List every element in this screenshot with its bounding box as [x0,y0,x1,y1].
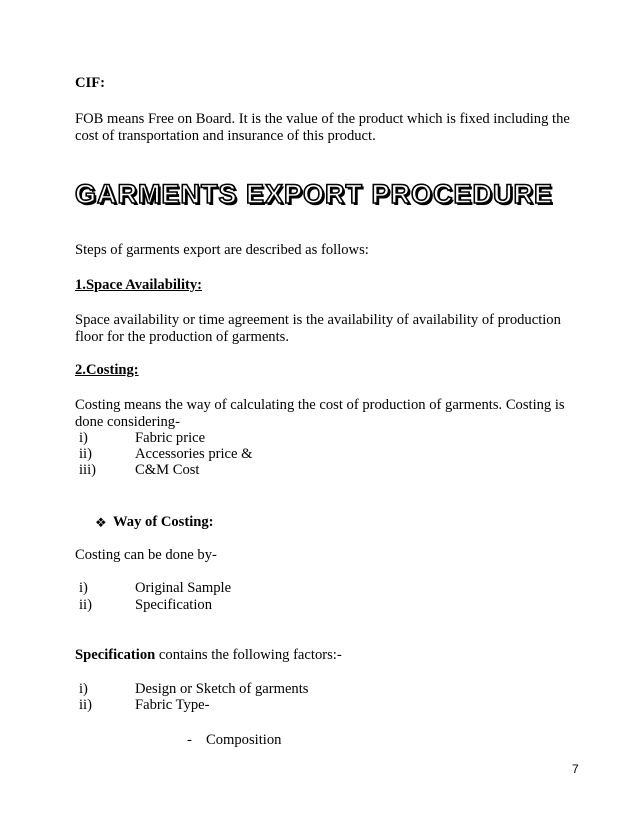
list-label: Accessories price & [135,446,253,462]
list-number: ii) [79,597,92,613]
list-item [79,681,339,698]
list-label: Fabric price [135,430,206,446]
list-number: i) [79,681,88,697]
intro-text: Steps of garments export are described as follows: [75,242,369,258]
section-2-line-2: done considering- [75,414,180,430]
list-item [79,597,279,614]
list-number: iii) [79,462,97,478]
diamond-bullet-icon: ❖ [95,515,107,530]
list-label: Specification [135,597,212,613]
fob-line-2: cost of transportation and insurance of this product. [75,128,376,144]
way-of-costing-heading: Way of Costing: [113,514,214,530]
specification-bold-word: Specification [75,647,156,663]
list-number: ii) [79,697,92,713]
list-label: Original Sample [135,580,232,596]
section-1-line-2: floor for the production of garments. [75,329,289,345]
list-number: i) [79,580,88,596]
list-label: Fabric Type- [135,697,210,713]
list-item [79,430,279,447]
list-item [79,462,279,479]
list-number: i) [79,430,88,446]
sub-list-item: Composition [206,732,282,748]
list-label: Design or Sketch of garments [135,681,309,697]
list-label: C&M Cost [135,462,200,478]
section-2-heading: 2.Costing: [75,362,139,378]
fob-line-1: FOB means Free on Board. It is the value of the product which is fixed including the [75,111,570,127]
list-item [79,446,279,463]
page-title: GARMENTS EXPORT PROCEDURE [75,179,554,209]
section-1-line-1: Space availability or time agreement is the availability of availability of production [75,312,561,328]
section-2-line-1: Costing means the way of calculating the cost of production of garments. Costing is [75,397,565,413]
sub-list-dash: - [187,732,192,748]
specification-intro [75,647,342,664]
page-number: 7 [572,762,579,776]
list-number: ii) [79,446,92,462]
list-item [79,697,279,714]
cif-heading: CIF: [75,75,105,91]
list-item [79,580,279,597]
section-1-heading: 1.Space Availability: [75,277,203,293]
way-of-costing-intro: Costing can be done by- [75,547,217,563]
specification-rest: contains the following factors:- [155,647,342,663]
